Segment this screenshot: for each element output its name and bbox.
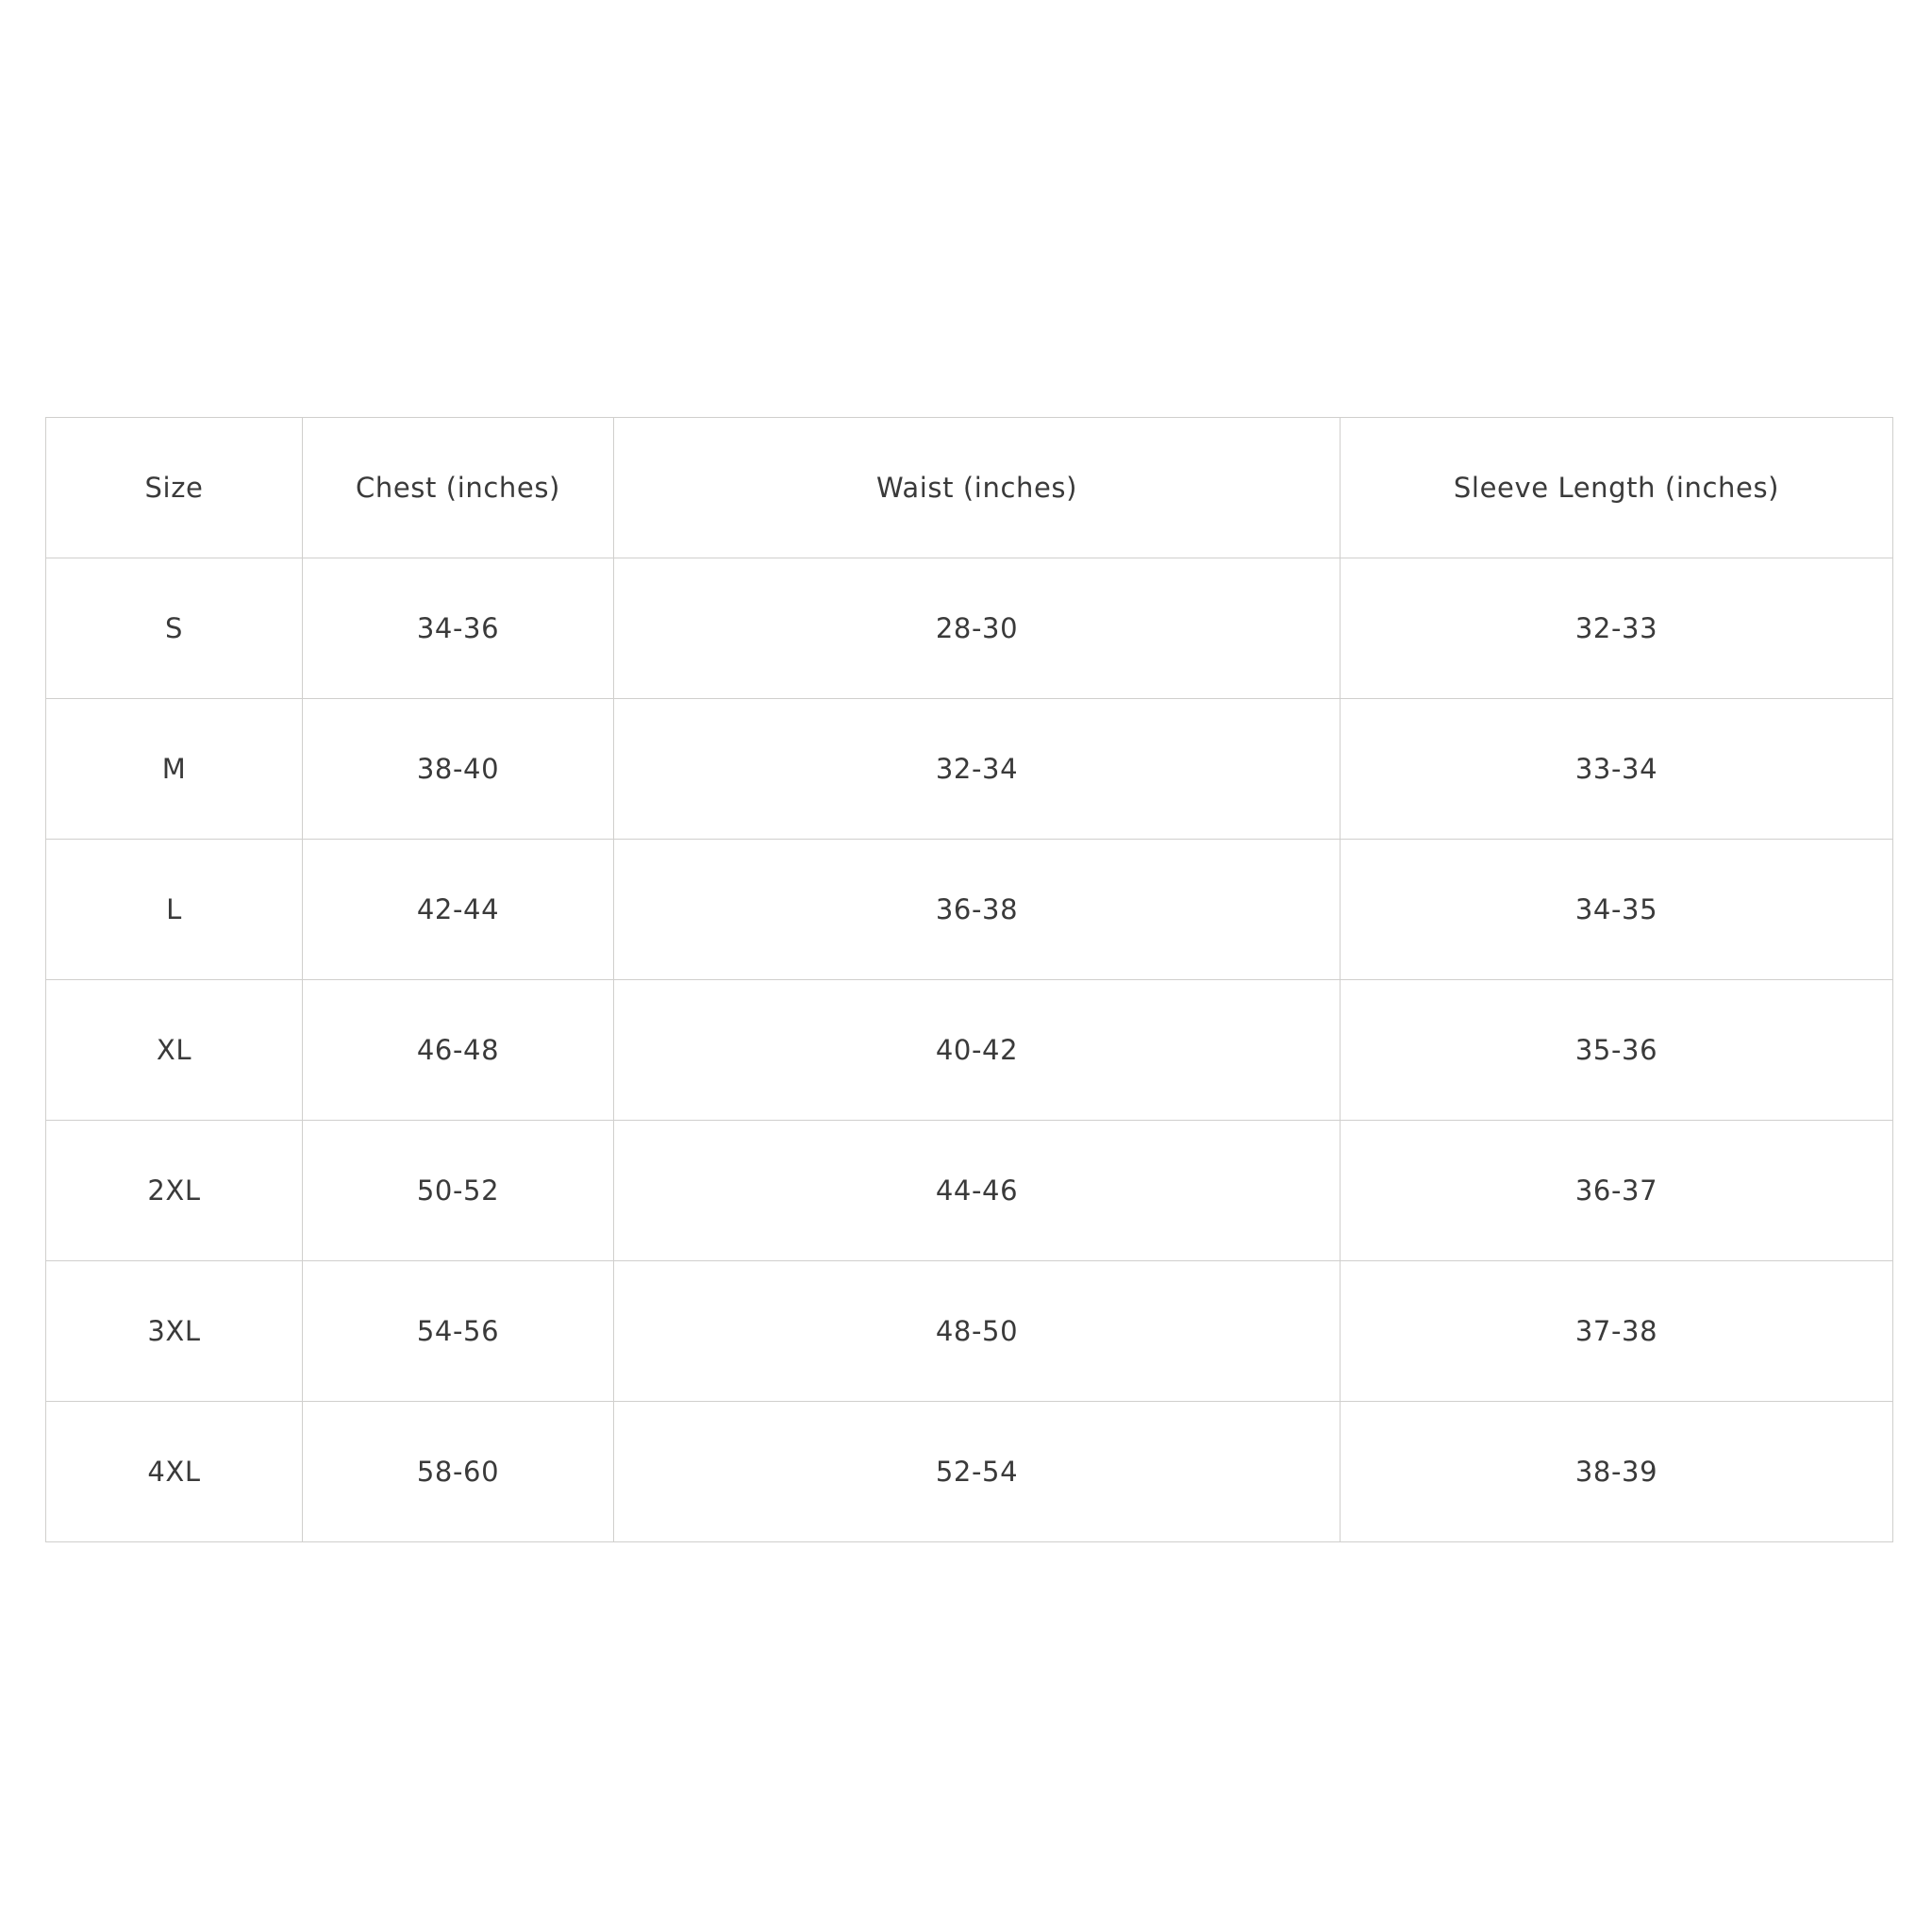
table-row [46, 1402, 1893, 1542]
cell-size: 4XL [46, 1402, 303, 1542]
table-row [46, 840, 1893, 980]
cell-sleeve: 33-34 [1341, 699, 1893, 840]
cell-chest: 38-40 [303, 699, 614, 840]
cell-sleeve: 35-36 [1341, 980, 1893, 1121]
cell-sleeve: 38-39 [1341, 1402, 1893, 1542]
cell-size: 2XL [46, 1121, 303, 1261]
cell-size: L [46, 840, 303, 980]
cell-chest: 46-48 [303, 980, 614, 1121]
cell-chest: 58-60 [303, 1402, 614, 1542]
column-header-chest: Chest (inches) [303, 418, 614, 558]
cell-waist: 36-38 [614, 840, 1341, 980]
table-row [46, 1261, 1893, 1402]
table-header [46, 418, 1893, 558]
cell-waist: 40-42 [614, 980, 1341, 1121]
table-row [46, 699, 1893, 840]
table-header-row [46, 418, 1893, 558]
cell-waist: 48-50 [614, 1261, 1341, 1402]
cell-sleeve: 32-33 [1341, 558, 1893, 699]
cell-size: 3XL [46, 1261, 303, 1402]
table-row [46, 980, 1893, 1121]
table-body [46, 558, 1893, 1542]
cell-chest: 34-36 [303, 558, 614, 699]
cell-waist: 32-34 [614, 699, 1341, 840]
cell-waist: 44-46 [614, 1121, 1341, 1261]
column-header-sleeve-length: Sleeve Length (inches) [1341, 418, 1893, 558]
cell-sleeve: 34-35 [1341, 840, 1893, 980]
size-chart-container [45, 417, 1892, 1542]
cell-size: M [46, 699, 303, 840]
size-chart-table [45, 417, 1893, 1542]
column-header-size: Size [46, 418, 303, 558]
cell-chest: 54-56 [303, 1261, 614, 1402]
cell-waist: 52-54 [614, 1402, 1341, 1542]
table-row [46, 1121, 1893, 1261]
table-row [46, 558, 1893, 699]
cell-chest: 42-44 [303, 840, 614, 980]
cell-size: S [46, 558, 303, 699]
cell-waist: 28-30 [614, 558, 1341, 699]
column-header-waist: Waist (inches) [614, 418, 1341, 558]
cell-sleeve: 36-37 [1341, 1121, 1893, 1261]
cell-sleeve: 37-38 [1341, 1261, 1893, 1402]
cell-size: XL [46, 980, 303, 1121]
cell-chest: 50-52 [303, 1121, 614, 1261]
